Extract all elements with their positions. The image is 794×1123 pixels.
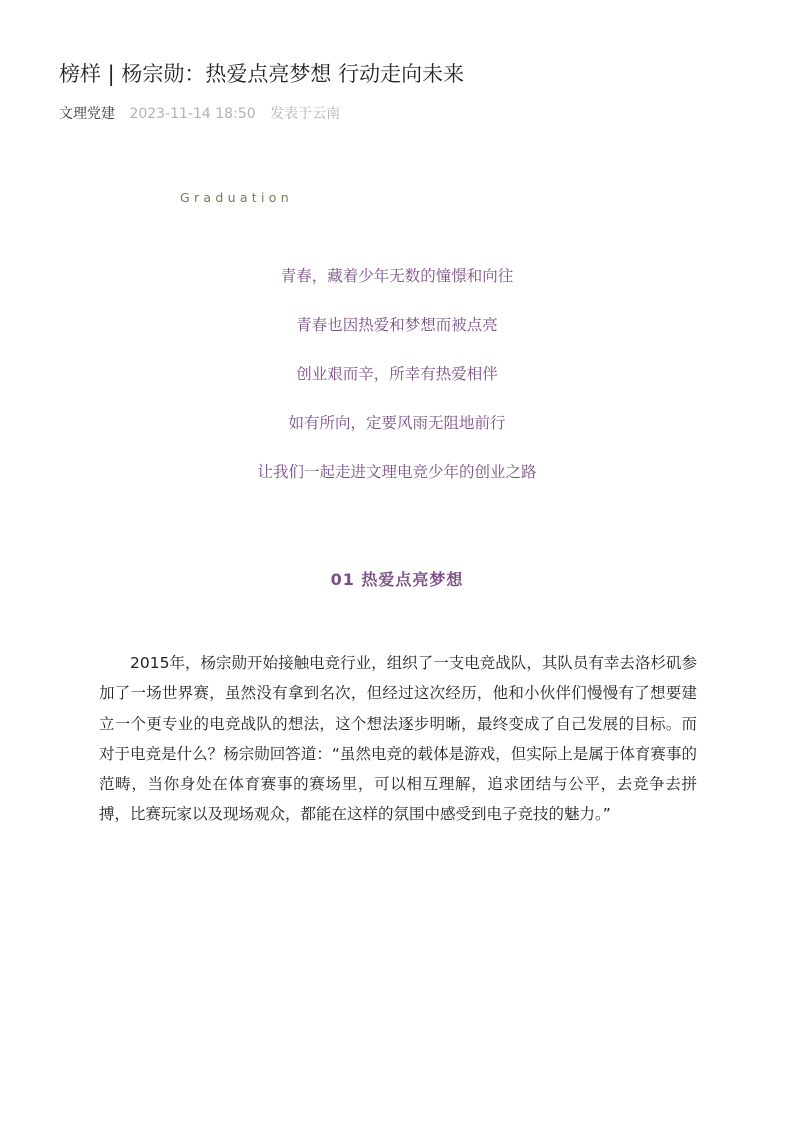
poem-line: 创业艰而辛，所幸有热爱相伴	[296, 365, 498, 383]
graduation-label: Graduation	[180, 190, 293, 205]
section-heading: 01 热爱点亮梦想	[330, 570, 464, 589]
intro-poem	[0, 262, 794, 507]
article-meta	[59, 103, 340, 125]
article-title: 榜样 | 杨宗勋：热爱点亮梦想 行动走向未来	[59, 62, 465, 86]
poem-line: 青春也因热爱和梦想而被点亮	[296, 316, 498, 334]
account-name-link[interactable]: 文理党建	[59, 106, 115, 122]
poem-line: 如有所向，定要风雨无阻地前行	[288, 414, 506, 432]
poem-line: 让我们一起走进文理电竞少年的创业之路	[257, 463, 537, 481]
publish-location: 发表于云南	[270, 106, 341, 122]
section-paragraph: 2015年，杨宗勋开始接触电竞行业，组织了一支电竞战队，其队员有幸去洛杉矶参加了一场世界赛，虽然没有拿到名次，但经过这次经历，他和小伙伴们慢慢有了想要建立一个更专业的电竞战队的想法，这个想法逐步明晰，最终变成了自己发展的目标。而对于电竞是什么？杨宗勋回答道：“虽然电竞的载体是游戏，但实际上是属于体育赛事的范畴，当你身处在体育赛事的赛场里，可以相互理解，追求团结与公平，去竞争去拼搏，比赛玩家以及现场观众，都能在这样的氛围中感受到电子竞技的魅力。”	[99, 654, 697, 824]
publish-date: 2023-11-14 18:50	[129, 106, 256, 122]
poem-line: 青春，藏着少年无数的憧憬和向往	[280, 267, 514, 285]
